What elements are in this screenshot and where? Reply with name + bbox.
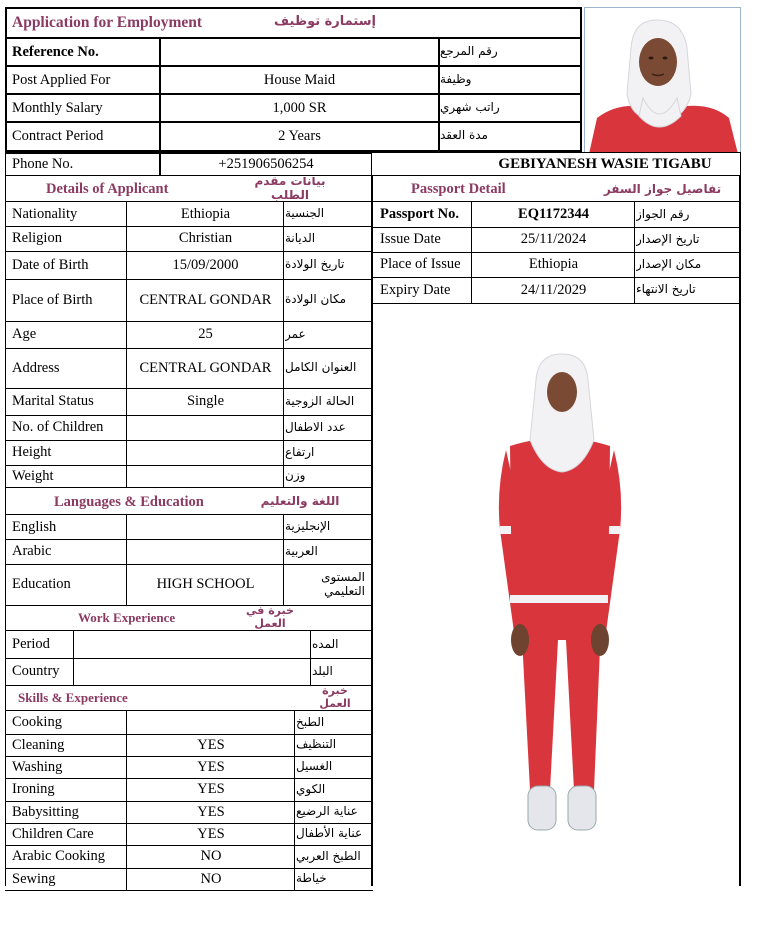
skill-row-value (128, 711, 294, 734)
skill-row-label-ar: التنظيف (296, 737, 337, 752)
passport-row-value: 25/11/2024 (520, 231, 587, 248)
skill-row-value: YES (197, 736, 225, 753)
applicant-row-value: CENTRAL GONDAR (139, 291, 272, 308)
applicant-row-label: Height (12, 444, 52, 461)
reference-label-ar: رقم المرجع (440, 44, 498, 59)
skill-row-value: YES (197, 781, 225, 798)
skill-row-label: Cooking (12, 714, 62, 731)
language-row-value (128, 515, 283, 539)
contract-label-ar: مدة العقد (440, 128, 488, 143)
passport-row-value: Ethiopia (528, 256, 579, 273)
language-row-label: Arabic (12, 543, 52, 560)
passport-row-label-ar: تاريخ الإصدار (636, 231, 700, 246)
language-row-label-ar: الإنجليزية (285, 519, 331, 534)
work-row-value (75, 631, 310, 658)
contract-label: Contract Period (12, 127, 104, 144)
applicant-row-value: 25 (198, 326, 213, 343)
language-row-label-ar: المستوى التعليمي (321, 569, 365, 598)
passport-row-label: Expiry Date (380, 281, 451, 298)
applicant-row-value: Christian (178, 230, 233, 247)
passport-row-label-ar: مكان الإصدار (636, 256, 702, 271)
applicant-row-label-ar: الديانة (285, 230, 316, 245)
contract-value: 2 Years (278, 127, 321, 144)
passport-row-label: Passport No. (380, 206, 459, 223)
reference-label: Reference No. (12, 43, 99, 60)
work-heading-ar: خبرة في العمل (246, 606, 294, 630)
passport-row-value: EQ1172344 (518, 206, 589, 223)
applicant-row-label: Date of Birth (12, 256, 89, 273)
skill-row-label: Sewing (12, 870, 56, 887)
skill-row-value: NO (200, 848, 222, 865)
applicant-row-label: Marital Status (12, 393, 94, 410)
language-row-label: Education (12, 576, 71, 593)
passport-heading: Passport Detail (411, 181, 506, 198)
skills-heading: Skills & Experience (18, 689, 128, 705)
language-row-value (128, 539, 283, 564)
applicant-name: GEBIYANESH WASIE TIGABU (498, 155, 712, 172)
passport-row-label-ar: رقم الجواز (636, 206, 690, 221)
skill-row-label-ar: خياطة (296, 871, 327, 886)
reference-value (161, 38, 438, 66)
applicant-row-label-ar: ارتفاع (285, 444, 315, 459)
skill-row-label: Arabic Cooking (12, 848, 106, 865)
applicant-row-label: Weight (12, 467, 54, 484)
salary-value: 1,000 SR (272, 99, 327, 116)
work-row-label-ar: البلد (312, 663, 333, 678)
applicant-row-value: 15/09/2000 (172, 256, 239, 273)
applicant-row-label: Age (12, 326, 37, 343)
skill-row-label-ar: الكوي (296, 781, 326, 796)
applicant-row-label-ar: الجنسية (285, 206, 325, 221)
skill-row-label: Cleaning (12, 736, 65, 753)
skill-row-label-ar: عناية الرضيع (296, 804, 358, 819)
skill-row-label-ar: عناية الأطفال (296, 826, 363, 841)
applicant-heading-ar: بيانات مقدم الطلب (254, 177, 326, 201)
salary-label-ar: راتب شهري (440, 100, 500, 115)
portrait-photo (584, 7, 741, 153)
passport-row-label-ar: تاريخ الانتهاء (636, 282, 696, 297)
applicant-row-value (128, 440, 283, 465)
applicant-row-label-ar: عمر (285, 326, 306, 341)
work-row-value (75, 658, 310, 685)
full-body-figure (470, 350, 650, 840)
work-row-label-ar: المده (312, 636, 339, 651)
applicant-row-label: Address (12, 359, 60, 376)
title-en: Application for Employment (12, 13, 203, 31)
languages-heading-ar: اللغة والتعليم (260, 494, 340, 509)
passport-heading-ar: تفاصيل جواز السفر (603, 181, 722, 196)
salary-label: Monthly Salary (12, 99, 103, 116)
phone-value: +251906506254 (218, 156, 314, 173)
work-row-label: Country (12, 663, 60, 680)
passport-row-label: Place of Issue (380, 256, 461, 273)
applicant-row-label: Religion (12, 230, 62, 247)
applicant-row-label-ar: عدد الاطفال (285, 419, 346, 434)
passport-row-label: Issue Date (380, 231, 441, 248)
post-label: Post Applied For (12, 71, 111, 88)
work-heading: Work Experience (78, 609, 176, 625)
language-row-label-ar: العربية (285, 543, 318, 558)
applicant-row-value (128, 415, 283, 440)
applicant-row-label-ar: الحالة الزوجية (285, 393, 355, 408)
applicant-row-label: Nationality (12, 205, 78, 222)
applicant-row-label-ar: وزن (285, 468, 306, 483)
skill-row-label: Babysitting (12, 803, 79, 820)
title-ar: إستمارة توظيف (274, 14, 376, 30)
languages-heading: Languages & Education (54, 493, 204, 510)
skill-row-label-ar: الطبخ العربي (296, 848, 361, 863)
skill-row-label: Washing (12, 758, 63, 775)
full-body-photo (470, 350, 650, 840)
applicant-row-label-ar: مكان الولادة (285, 292, 347, 307)
skill-row-value: YES (197, 758, 225, 775)
post-label-ar: وظيفة (440, 72, 472, 87)
language-row-value: HIGH SCHOOL (156, 576, 255, 593)
applicant-heading: Details of Applicant (46, 180, 169, 197)
applicant-row-value (128, 465, 283, 487)
phone-label: Phone No. (12, 156, 74, 173)
portrait-figure (585, 8, 741, 153)
applicant-row-value: Single (186, 393, 225, 410)
post-value: House Maid (263, 71, 336, 88)
applicant-row-label-ar: العنوان الكامل (285, 360, 357, 375)
applicant-row-label: No. of Children (12, 419, 104, 436)
language-row-label: English (12, 518, 57, 535)
work-row-label: Period (12, 636, 50, 653)
skill-row-label-ar: الغسيل (296, 759, 333, 774)
skill-row-value: YES (197, 825, 225, 842)
skill-row-label-ar: الطبخ (296, 714, 325, 729)
applicant-row-value: CENTRAL GONDAR (139, 359, 272, 376)
applicant-row-value: Ethiopia (180, 205, 231, 222)
skill-row-value: NO (200, 870, 222, 887)
applicant-row-label: Place of Birth (12, 291, 93, 308)
applicant-row-label-ar: تاريخ الولادة (285, 257, 345, 272)
skill-row-label: Children Care (12, 825, 94, 842)
passport-row-value: 24/11/2029 (520, 281, 587, 298)
skills-heading-ar: خبرة العمل (319, 686, 351, 710)
skill-row-value: YES (197, 803, 225, 820)
skill-row-label: Ironing (12, 781, 55, 798)
